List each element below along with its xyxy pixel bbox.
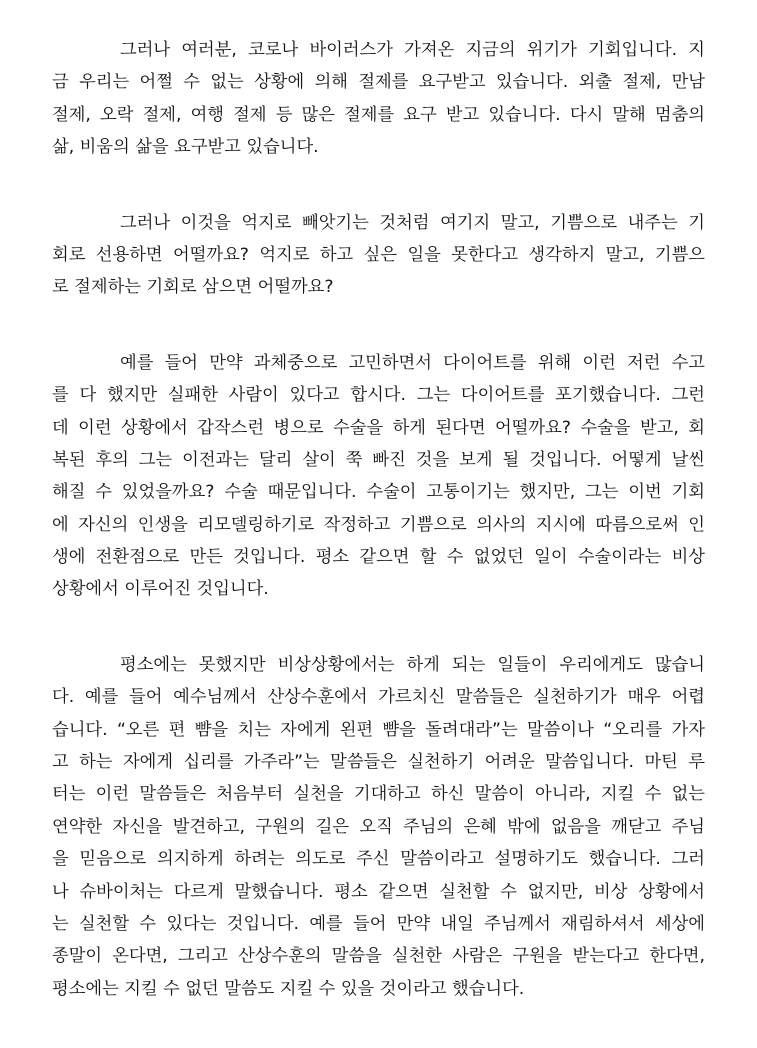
paragraph-4 [52, 649, 705, 1005]
text-line: 예를 들어 만약 과체중으로 고민하면서 다이어트를 위해 이런 저런 수고 [120, 352, 705, 373]
text-line: 그러나 여러분, 코로나 바이러스가 가져온 지금의 위기가 기회입니다. 지 [120, 40, 705, 60]
text-line: 연약한 자신을 발견하고, 구원의 길은 오직 주님의 은혜 밖에 없음을 깨닫고 주님 [52, 816, 705, 837]
text-line: 금 우리는 어쩔 수 없는 상황에 의해 절제를 요구받고 있습니다. 외출 절제, 만남 [52, 72, 705, 93]
text-line: 회로 선용하면 어떨까요? 억지로 하고 싶은 일을 못한다고 생각하지 말고, 기쁨으 [52, 244, 705, 265]
text-line: 종말이 온다면, 그리고 산상수훈의 말씀을 실천한 사람은 구원을 받는다고 한다면, [52, 946, 705, 967]
text-line: 해질 수 있었을까요? 수술 때문입니다. 수술이 고통이기는 했지만, 그는 이번 기회 [52, 482, 705, 503]
text-line: 터는 이런 말씀들은 처음부터 실천을 기대하고 하신 말씀이 아니라, 지킬 수 없는 [52, 784, 705, 805]
text-line: 절제, 오락 절제, 여행 절제 등 많은 절제를 요구 받고 있습니다. 다시 말해 멈춤의 [52, 104, 705, 125]
document-page [52, 34, 705, 1048]
text-line: 복된 후의 그는 이전과는 달리 살이 쭉 빠진 것을 보게 될 것입니다. 어떻게 날씬 [52, 449, 705, 470]
text-line: 을 믿음으로 의지하게 하려는 의도로 주신 말씀이라고 설명하기도 했습니다. 그러 [52, 849, 705, 870]
text-line: 생에 전환점으로 만든 것입니다. 평소 같으면 할 수 없었던 일이 수술이라는 비상 [52, 547, 705, 568]
text-line: 데 이런 상황에서 갑작스런 병으로 수술을 하게 된다면 어떨까요? 수술을 받고, 회 [52, 417, 705, 438]
text-line: 상황에서 이루어진 것입니다. [52, 579, 269, 600]
text-line: 습니다. “오른 편 뺨을 치는 자에게 왼편 뺨을 돌려대라”는 말씀이나 “오리를 가자 [52, 719, 705, 740]
text-line: 평소에는 지킬 수 없던 말씀도 지킬 수 있을 것이라고 했습니다. [52, 978, 525, 999]
text-line: 고 하는 자에게 십리를 가주라”는 말씀들은 실천하기 어려운 말씀입니다. 마틴 루 [52, 752, 705, 773]
text-line: 나 슈바이처는 다르게 말했습니다. 평소 같으면 실천할 수 없지만, 비상 상황에서 [52, 881, 705, 902]
paragraph-2 [52, 207, 705, 304]
paragraph-1 [52, 34, 705, 164]
text-line: 로 절제하는 기회로 삼으면 어떨까요? [52, 277, 334, 298]
text-line: 평소에는 못했지만 비상상황에서는 하게 되는 일들이 우리에게도 많습니 [120, 654, 705, 675]
text-line: 는 실천할 수 있다는 것입니다. 예를 들어 만약 내일 주님께서 재림하셔서 세상에 [52, 913, 705, 934]
text-line: 다. 예를 들어 예수님께서 산상수훈에서 가르치신 말씀들은 실천하기가 매우 어렵 [52, 687, 705, 708]
text-line: 그러나 이것을 억지로 빼앗기는 것처럼 여기지 말고, 기쁨으로 내주는 기 [120, 212, 705, 233]
text-line: 에 자신의 인생을 리모델링하기로 작정하고 기쁨으로 의사의 지시에 따름으로써 인 [52, 514, 705, 535]
text-line: 삶, 비움의 삶을 요구받고 있습니다. [52, 137, 319, 158]
paragraph-3 [52, 347, 705, 606]
text-line: 를 다 했지만 실패한 사람이 있다고 합시다. 그는 다이어트를 포기했습니다. 그런 [52, 385, 705, 406]
